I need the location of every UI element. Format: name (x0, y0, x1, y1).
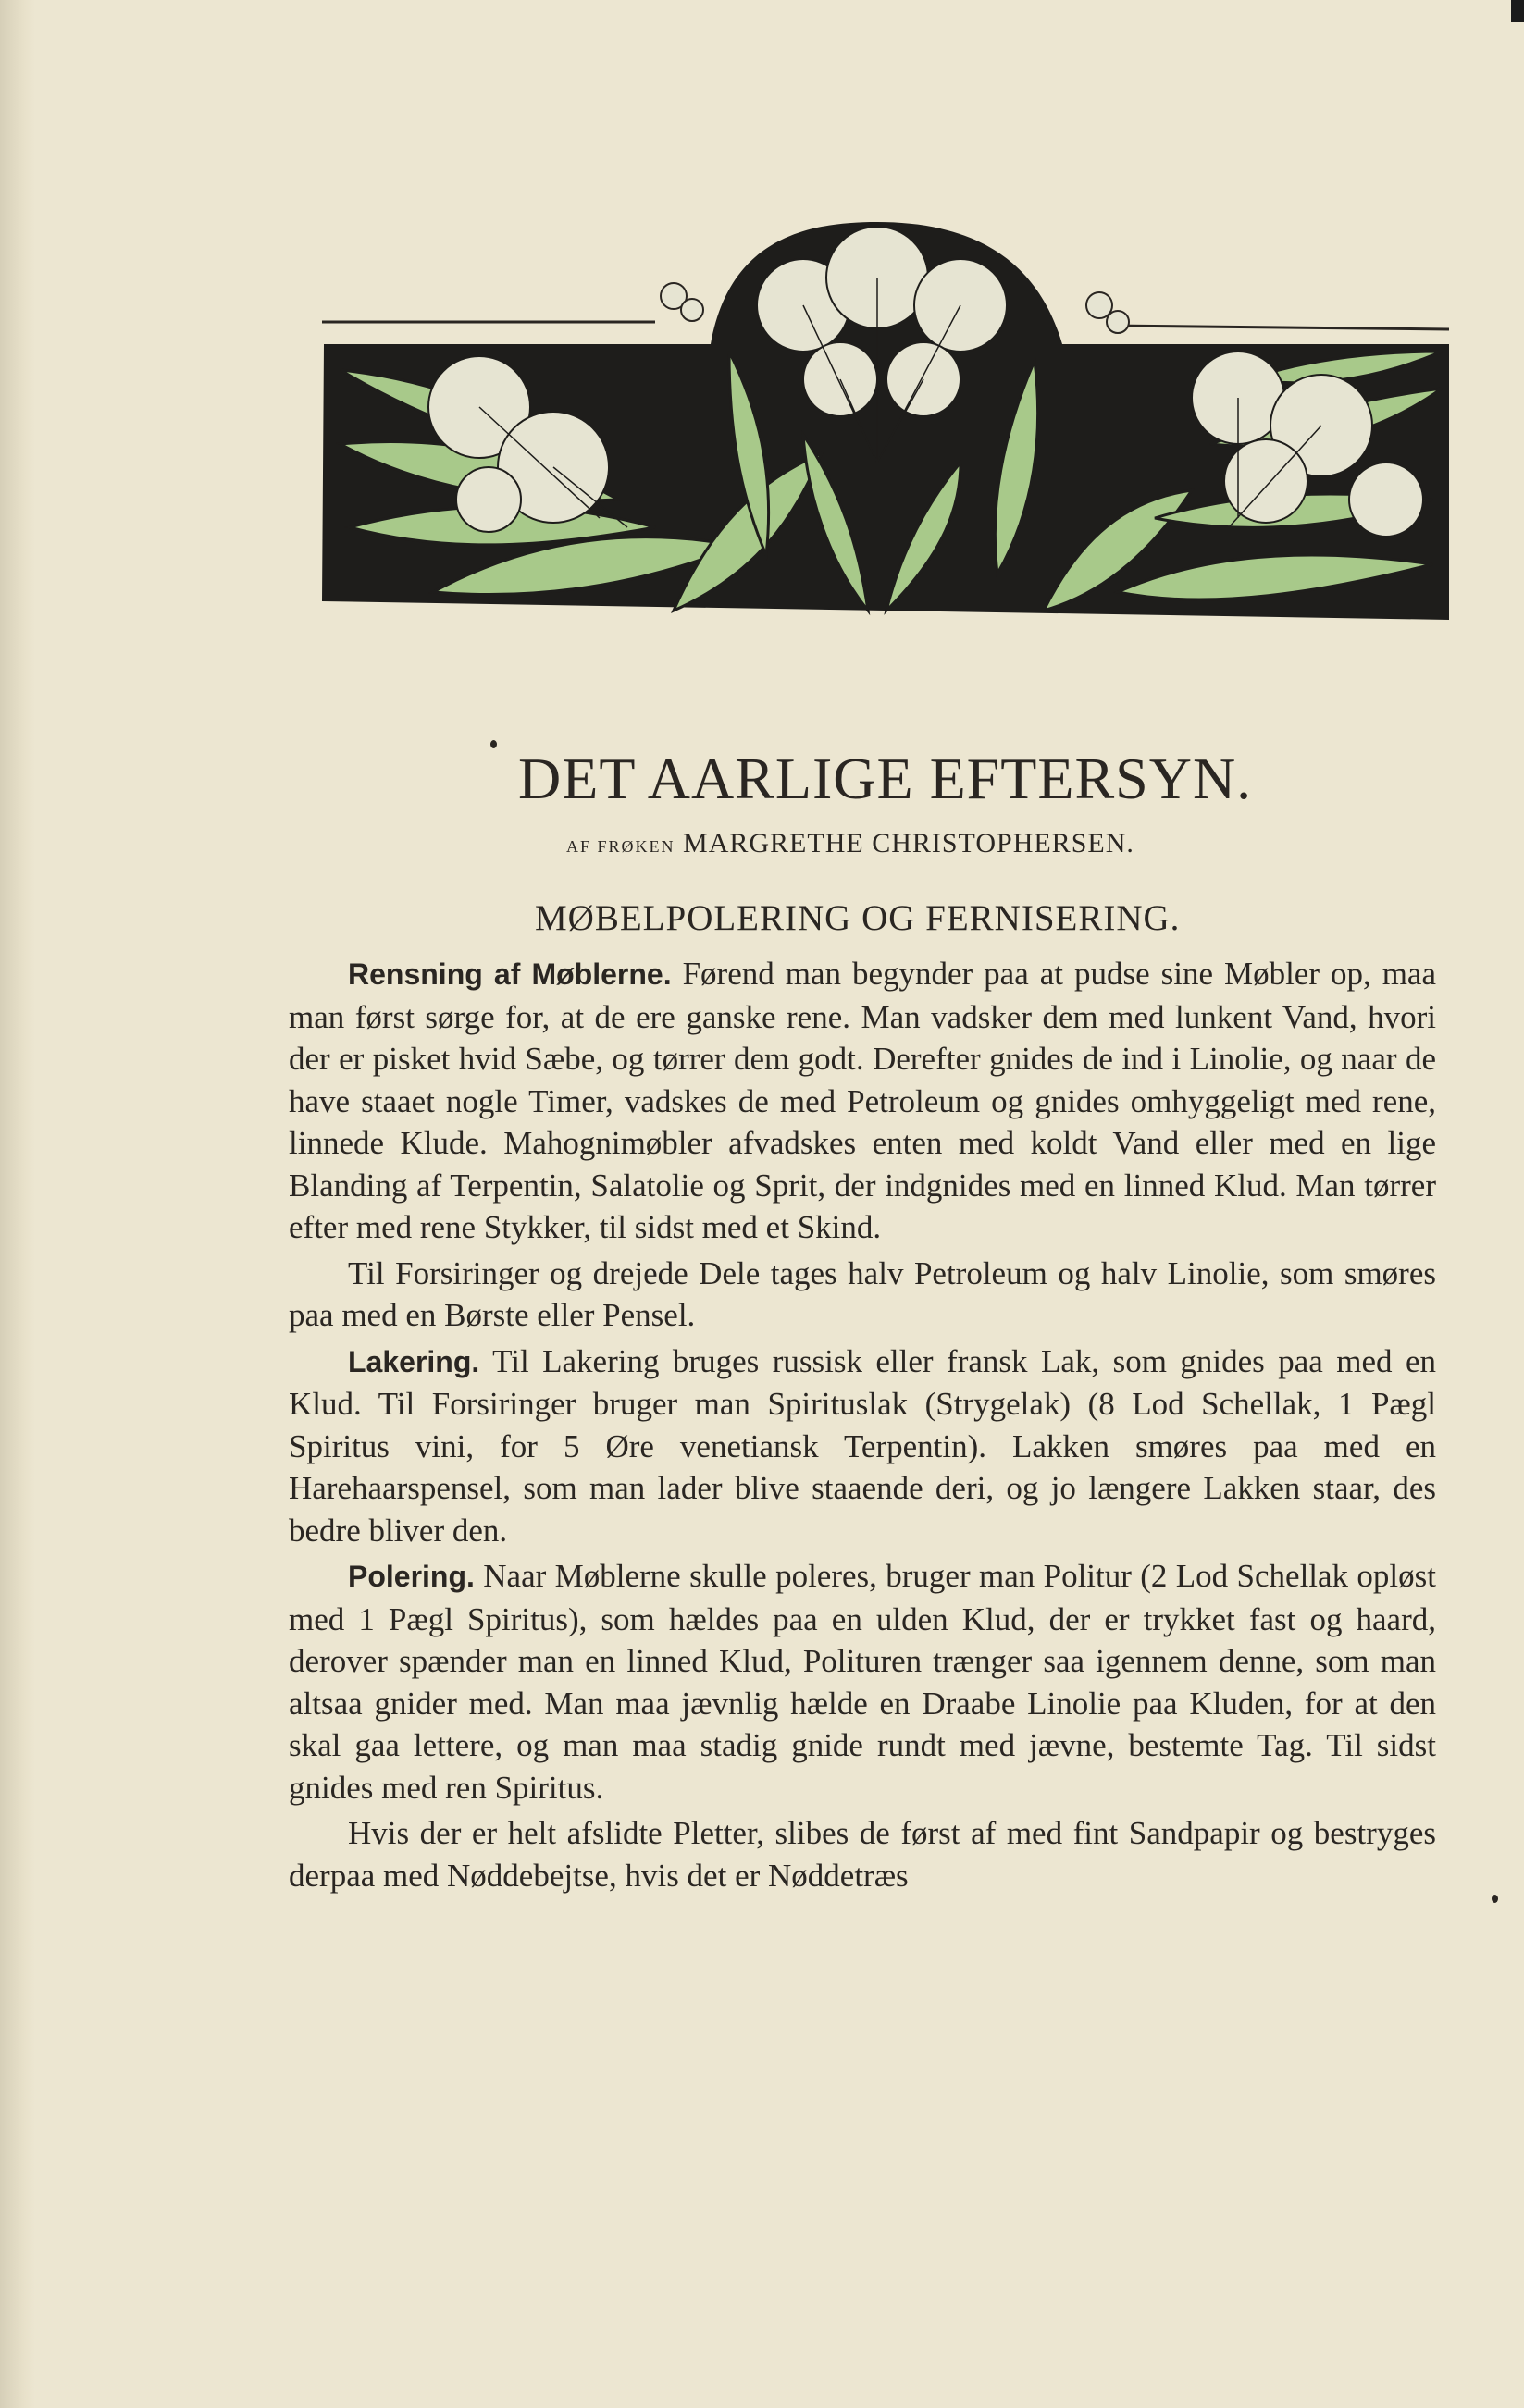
author-name: MARGRETHE CHRISTOPHERSEN. (683, 828, 1134, 858)
article-title: DET AARLIGE EFTERSYN. (518, 746, 1253, 811)
paragraph-lead: Polering. (348, 1560, 475, 1593)
paragraph-text: Hvis der er helt afslidte Pletter, slibes de først af med fint Sandpapir og bestryges derpaa med Nøddebejtse, hvis det er Nøddetræs (289, 1815, 1436, 1894)
paragraph-text: Til Forsiringer og drejede Dele tages halv Petroleum og halv Linolie, som smøres paa med en Børste eller Pensel. (289, 1254, 1436, 1333)
ink-speck (1492, 1895, 1498, 1903)
paragraph (289, 1812, 1436, 1896)
paragraph-text: Til Lakering bruges russisk eller fransk Lak, som gnides paa med en Klud. Til Forsiringer bruger man Spirituslak (Strygelak) (8 Lod Schellak, 1 Pægl Spiritus vini, for 5 Øre venetiansk Terpentin). Lakken smøres paa med en Harehaarspensel, som man lader blive staaende deri, og jo længere Lakken staar, des bedre bliver den. (289, 1342, 1436, 1549)
author-byline (566, 828, 1134, 859)
paragraph (289, 1340, 1436, 1552)
paragraph-text: Førend man begynder paa at pudse sine Møbler op, maa man først sørge for, at de ere ganske rene. Man vadsker dem med lunkent Vand, hvori der er pisket hvid Sæbe, og tørrer dem godt. Derefter gnides de ind i Linolie, og naar de have staaet nogle Timer, vadskes de med Petroleum og gnides omhyggeligt med rene, linnede Klude. Mahognimøbler afvadskes enten med koldt Vand eller med en lige Blanding af Terpentin, Salatolie og Sprit, der indgnides med en linned Klud. Man tørrer efter med rene Stykker, til sidst med et Skind. (289, 956, 1436, 1245)
ink-speck (490, 740, 497, 748)
paragraph-lead: Lakering. (348, 1344, 480, 1378)
article-body (289, 953, 1436, 1900)
paragraph (289, 1253, 1436, 1337)
scan-corner (1511, 0, 1524, 22)
paragraph (289, 953, 1436, 1249)
paragraph-text: Naar Møblerne skulle poleres, bruger man Politur (2 Lod Schellak opløst med 1 Pægl Spiritus), som hældes paa en ulden Klud, der er trykket fast og haard, derover spænder man en linned Klud, Polituren trænger saa igennem denne, som man altsaa gnider med. Man maa jævnlig hælde en Draabe Linolie paa Kluden, for at den skal gaa lettere, og man maa stadig gnide rundt med jævne, bestemte Tag. Til sidst gnides med ren Spiritus. (289, 1558, 1436, 1806)
paragraph (289, 1555, 1436, 1809)
section-title: MØBELPOLERING OG FERNISERING. (535, 898, 1181, 938)
byline-prefix: AF FRØKEN (566, 837, 675, 856)
paragraph-lead: Rensning af Møblerne. (348, 957, 672, 991)
page-edge (0, 0, 35, 2408)
floral-header-ornament (322, 222, 1449, 620)
